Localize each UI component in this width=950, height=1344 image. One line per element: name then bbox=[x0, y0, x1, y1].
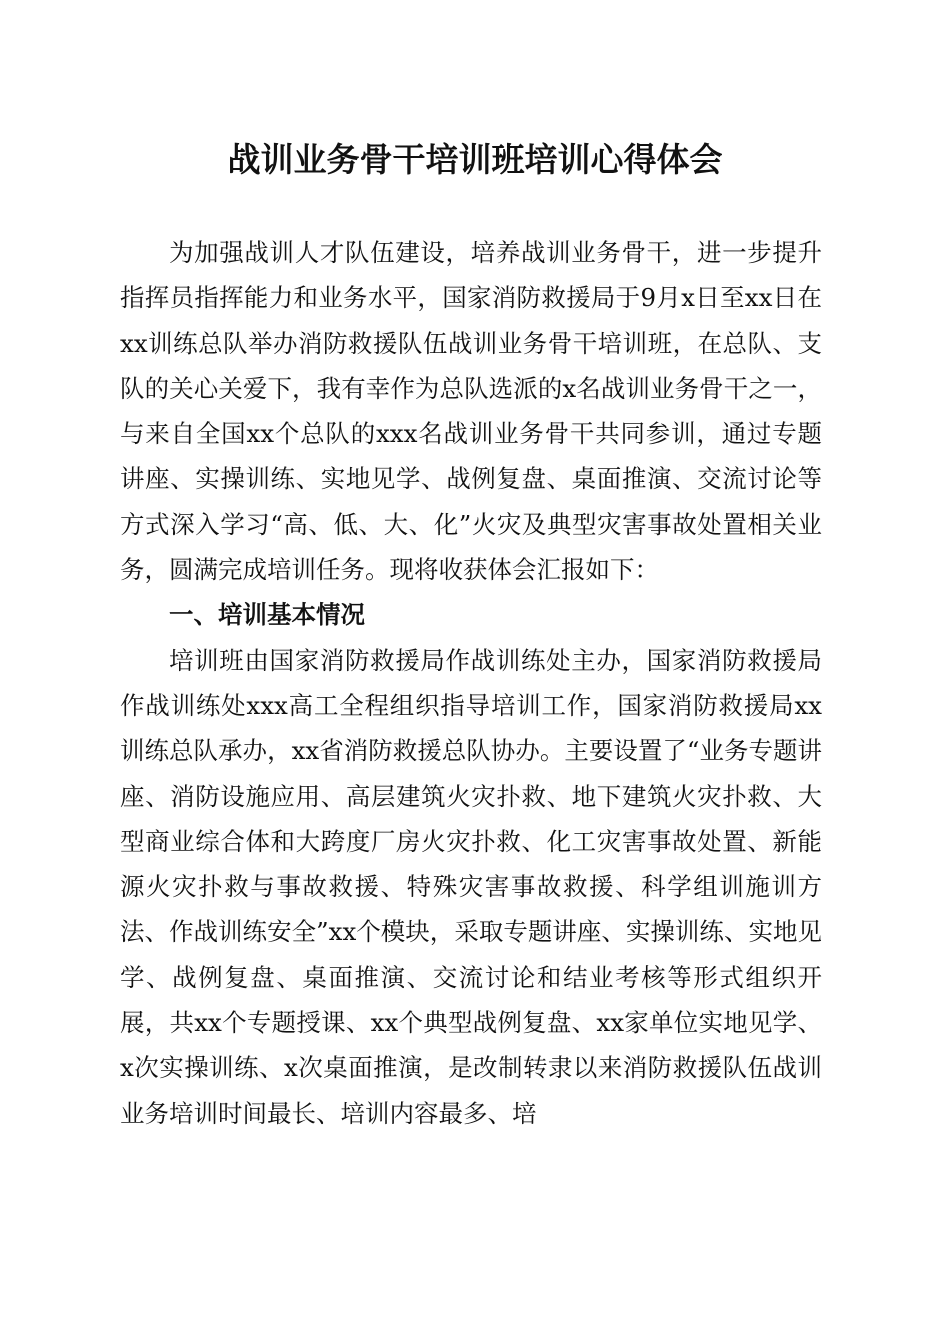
section-heading-training-overview: 一、培训基本情况 bbox=[169, 600, 365, 630]
document-title: 战训业务骨干培训班培训心得体会 bbox=[227, 140, 723, 179]
paragraph-training-overview: 培训班由国家消防救援局作战训练处主办，国家消防救援局作战训练处xxx高工全程组织指导培训工作，国家消防救援局xx训练总队承办，xx省消防救援总队协办。主要设置了“业务专题讲座、消防设施应用、高层建筑火灾扑救、地下建筑火灾扑救、大型商业综合体和大跨度厂房火灾扑救、化工灾害事故处置、新能源火灾扑救与事故救援、特殊灾害事故救援、科学组训施训方法、作战训练安全”xx个模块，采取专题讲座、实操训练、实地见学、战例复盘、桌面推演、交流讨论和结业考核等形式组织开展，共xx个专题授课、xx个典型战例复盘、xx家单位实地见学、x次实操训练、x次桌面推演，是改制转隶以来消防救援队伍战训业务培训时间最长、培训内容最多、培 bbox=[120, 645, 822, 1128]
document-body bbox=[120, 230, 822, 1136]
paragraph-intro: 为加强战训人才队伍建设，培养战训业务骨干，进一步提升指挥员指挥能力和业务水平，国家消防救援局于9月x日至xx日在xx训练总队举办消防救援队伍战训业务骨干培训班，在总队、支队的关心关爱下，我有幸作为总队选派的x名战训业务骨干之一，与来自全国xx个总队的xxx名战训业务骨干共同参训，通过专题讲座、实操训练、实地见学、战例复盘、桌面推演、交流讨论等方式深入学习“高、低、大、化”火灾及典型灾害事故处置相关业务，圆满完成培训任务。现将收获体会汇报如下： bbox=[120, 238, 822, 585]
